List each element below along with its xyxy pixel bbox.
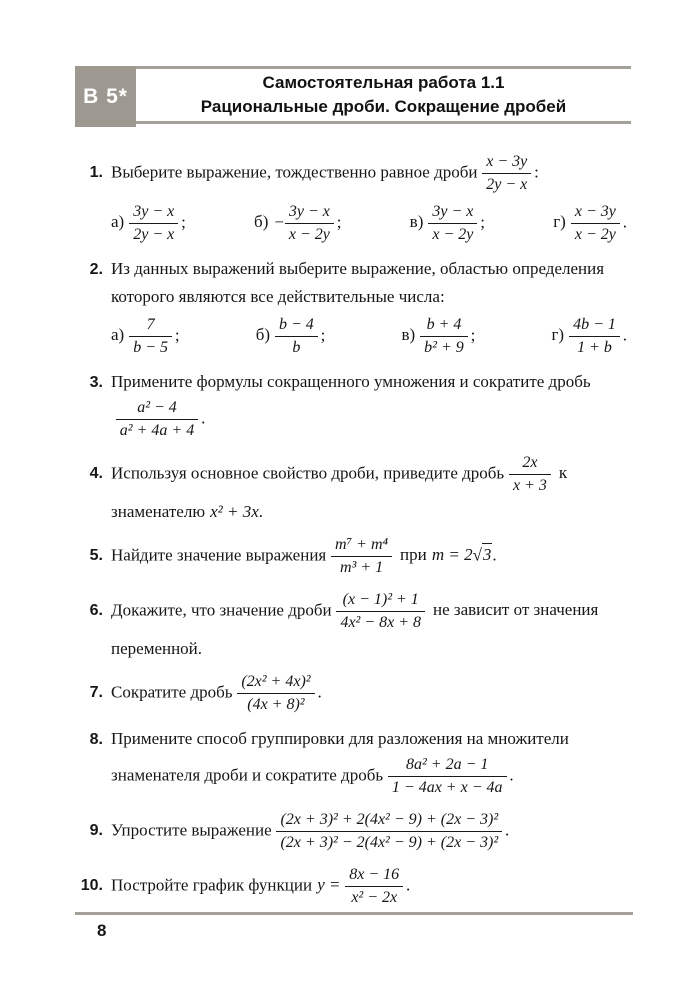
- fraction-denominator: b: [292, 339, 301, 356]
- problem-statement: [75, 725, 631, 800]
- problem-number: 2.: [89, 261, 103, 278]
- title-line-1: Самостоятельная работа 1.1: [262, 73, 505, 92]
- fraction-denominator: b − 5: [133, 339, 169, 356]
- fraction-denominator: b² + 9: [424, 339, 464, 356]
- punctuation: .: [406, 875, 411, 895]
- fraction-denominator: 2y − x: [486, 176, 528, 193]
- problem-statement: [75, 150, 631, 197]
- variant-badge: В 5*: [75, 66, 136, 127]
- punctuation: ;: [320, 325, 326, 345]
- radical-sign: √: [472, 545, 482, 565]
- problem-statement: [75, 808, 631, 855]
- fraction: [116, 398, 198, 441]
- option-label: а): [111, 212, 125, 232]
- options-row: [75, 200, 631, 247]
- fraction-numerator: 8a² + 2a − 1: [388, 755, 507, 777]
- fraction-denominator: x − 2y: [288, 226, 330, 243]
- problem-number: 6.: [89, 602, 103, 620]
- option-label: б): [255, 325, 270, 345]
- option-label: в): [409, 212, 424, 232]
- punctuation: :: [534, 162, 539, 182]
- punctuation: .: [505, 820, 510, 840]
- fraction: [331, 535, 392, 578]
- fraction-numerator: x − 3y: [482, 152, 531, 174]
- problem-text: Из данных выражений выберите выражение, областью определения которого являются все действительные числа:: [111, 259, 605, 306]
- problem-statement: [75, 451, 631, 525]
- problem-statement: [75, 588, 631, 662]
- option-label: г): [551, 325, 565, 345]
- problem-number: 1.: [89, 164, 103, 182]
- problem-number: 4.: [89, 465, 103, 483]
- fraction-numerator: 3y − x: [428, 202, 477, 224]
- fraction-denominator: m³ + 1: [339, 559, 384, 576]
- fraction-numerator: m⁷ + m⁴: [331, 535, 392, 557]
- problem-number: 7.: [89, 684, 103, 702]
- problem-9: [75, 808, 631, 855]
- problem-statement: [75, 533, 631, 580]
- page-title: [75, 69, 631, 121]
- problem-text: Докажите, что значение дроби: [111, 600, 332, 620]
- problem-statement: [75, 863, 631, 910]
- punctuation: ;: [174, 325, 180, 345]
- punctuation: .: [509, 765, 514, 785]
- punctuation: .: [492, 545, 497, 565]
- problem-5: [75, 533, 631, 580]
- fraction: [509, 453, 551, 496]
- problem-text: Постройте график функции: [111, 875, 313, 895]
- fraction-numerator: 3y − x: [285, 202, 334, 224]
- problem-text: Используя основное свойство дроби, приведите дробь: [111, 463, 505, 483]
- option-label: г): [553, 212, 566, 232]
- option-v: [410, 200, 485, 247]
- options-row: [75, 313, 631, 360]
- option-b: [254, 200, 341, 247]
- math-expression: y =: [317, 875, 341, 895]
- fraction-denominator: 4x² − 8x + 8: [340, 614, 422, 631]
- fraction-denominator: x² − 2x: [351, 889, 398, 906]
- problem-text: Найдите значение выражения: [111, 545, 327, 565]
- fraction: [482, 152, 531, 195]
- punctuation: ;: [470, 325, 476, 345]
- problems-list: [75, 150, 631, 918]
- problem-1: [75, 150, 631, 247]
- fraction-numerator: 2x: [509, 453, 551, 475]
- problem-number: 5.: [89, 547, 103, 565]
- fraction: [237, 672, 314, 715]
- problem-number: 3.: [89, 374, 103, 391]
- fraction-numerator: 4b − 1: [569, 315, 620, 337]
- problem-4: [75, 451, 631, 525]
- fraction-denominator: (2x + 3)² − 2(4x² − 9) + (2x − 3)²: [280, 834, 499, 851]
- option-a: [111, 200, 186, 247]
- fraction: [428, 202, 477, 245]
- problem-statement: [75, 368, 631, 443]
- fraction-numerator: a² − 4: [116, 398, 198, 420]
- fraction: [275, 315, 318, 358]
- fraction: [285, 202, 334, 245]
- problem-text-tail: при: [400, 545, 427, 565]
- problem-statement: [75, 255, 631, 310]
- fraction-denominator: x − 2y: [432, 226, 474, 243]
- math-expression: m = 2: [431, 545, 473, 565]
- fraction-denominator: x − 2y: [574, 226, 616, 243]
- option-label: в): [401, 325, 416, 345]
- fraction-denominator: (4x + 8)²: [247, 696, 305, 713]
- option-label: б): [254, 212, 269, 232]
- punctuation: .: [201, 408, 206, 428]
- option-b: [256, 313, 326, 360]
- problem-number: 10.: [80, 877, 103, 895]
- fraction: [129, 315, 172, 358]
- fraction-numerator: (x − 1)² + 1: [336, 590, 425, 612]
- page-number: 8: [97, 921, 107, 940]
- fraction-numerator: b + 4: [420, 315, 468, 337]
- footer-divider: [75, 912, 633, 915]
- punctuation: ;: [336, 212, 342, 232]
- punctuation: .: [622, 325, 627, 345]
- problem-number: 8.: [89, 731, 103, 748]
- option-sign: −: [273, 212, 285, 232]
- problem-text: Выберите выражение, тождественно равное дроби: [111, 162, 478, 182]
- radicand: 3: [482, 545, 492, 565]
- fraction: [336, 590, 425, 633]
- sqrt-expression: [473, 543, 493, 564]
- option-g: [551, 313, 627, 360]
- punctuation: .: [258, 502, 264, 521]
- fraction-denominator: 1 − 4ax + x − 4a: [391, 779, 503, 796]
- punctuation: .: [622, 212, 627, 232]
- fraction: [129, 202, 178, 245]
- problem-text-tail: не зависит от значения переменной.: [111, 600, 599, 658]
- math-expression: x² + 3x: [210, 502, 259, 521]
- problem-6: [75, 588, 631, 662]
- fraction-numerator: 7: [129, 315, 172, 337]
- punctuation: ;: [181, 212, 186, 232]
- fraction-numerator: 8x − 16: [345, 865, 403, 887]
- title-line-2: Рациональные дроби. Сокращение дробей: [200, 97, 567, 116]
- fraction-denominator: x + 3: [512, 477, 547, 494]
- problem-10: [75, 863, 631, 910]
- punctuation: .: [317, 682, 322, 702]
- problem-text: Примените способ группировки для разложения на множители знаменателя дроби и сократите дробь: [111, 729, 569, 785]
- fraction-numerator: (2x + 3)² + 2(4x² − 9) + (2x − 3)²: [276, 810, 502, 832]
- problem-8: [75, 725, 631, 800]
- option-a: [111, 313, 180, 360]
- problem-text: Примените формулы сокращенного умножения и сократите дробь: [111, 372, 591, 391]
- fraction: [345, 865, 403, 908]
- fraction-denominator: 1 + b: [577, 339, 612, 356]
- page-header: [75, 66, 631, 124]
- option-g: [553, 200, 627, 247]
- fraction-denominator: a² + 4a + 4: [119, 422, 195, 439]
- fraction-numerator: 3y − x: [129, 202, 178, 224]
- fraction-numerator: b − 4: [275, 315, 318, 337]
- fraction: [571, 202, 620, 245]
- fraction: [276, 810, 502, 853]
- fraction: [388, 755, 507, 798]
- option-label: а): [111, 325, 125, 345]
- option-v: [401, 313, 475, 360]
- problem-text: Упростите выражение: [111, 820, 272, 840]
- fraction-numerator: (2x² + 4x)²: [237, 672, 314, 694]
- problem-2: [75, 255, 631, 360]
- problem-7: [75, 670, 631, 717]
- fraction-denominator: 2y − x: [133, 226, 175, 243]
- punctuation: ;: [480, 212, 485, 232]
- fraction: [420, 315, 468, 358]
- problem-3: [75, 368, 631, 443]
- fraction-numerator: x − 3y: [571, 202, 620, 224]
- problem-number: 9.: [89, 822, 103, 840]
- problem-text-tail: к знаменателю: [111, 463, 568, 521]
- fraction: [569, 315, 620, 358]
- problem-statement: [75, 670, 631, 717]
- problem-text: Сократите дробь: [111, 682, 233, 702]
